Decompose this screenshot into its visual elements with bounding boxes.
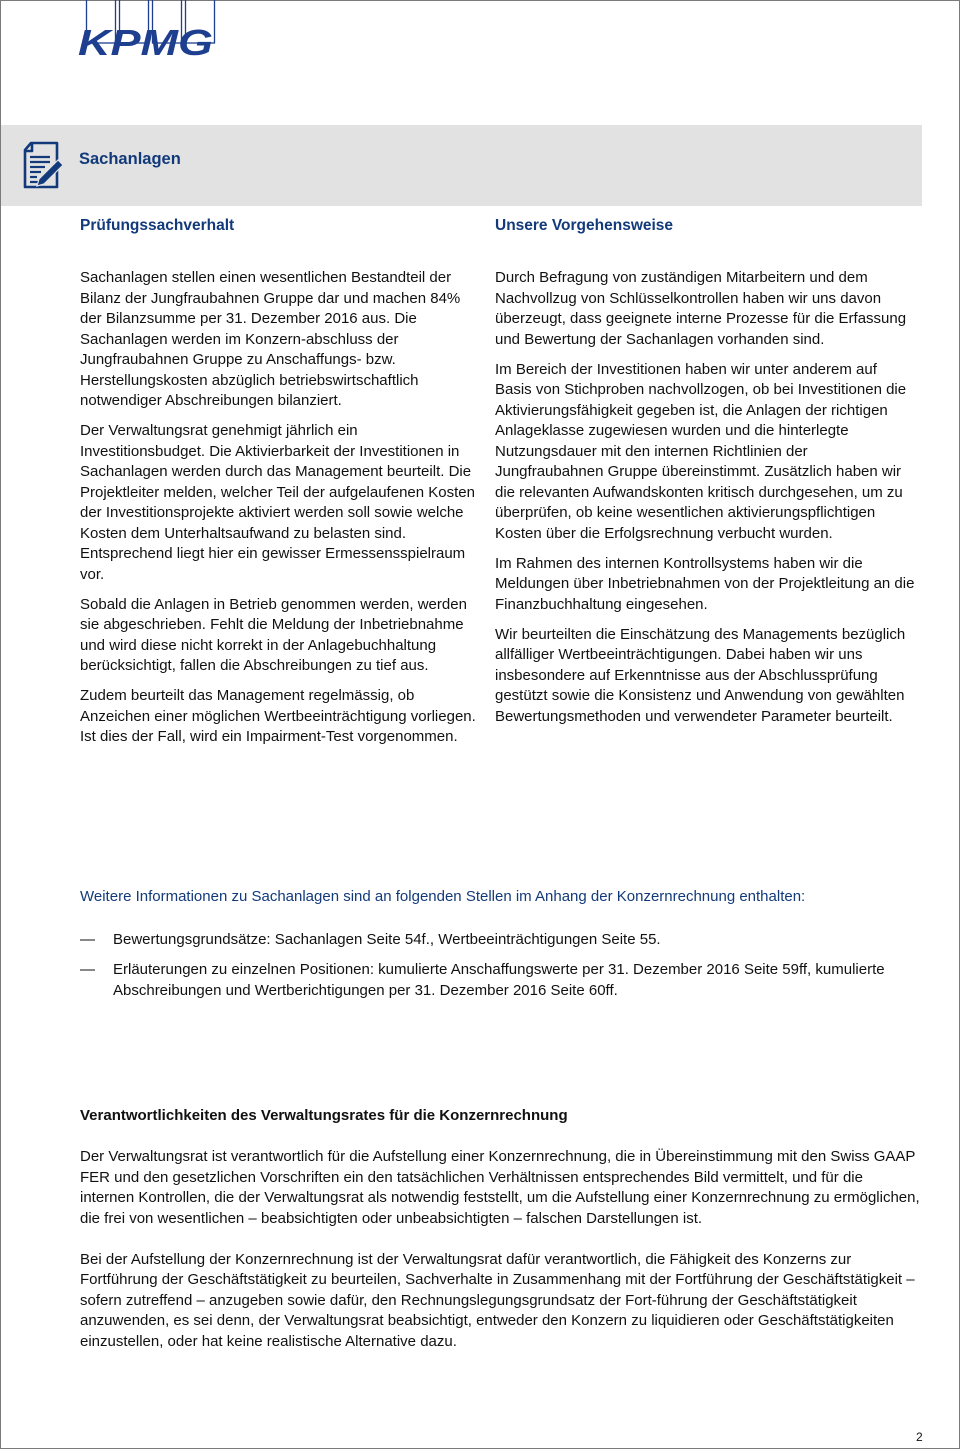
paragraph: Zudem beurteilt das Management regelmässig, ob Anzeichen einer möglichen Wertbeeinträchtigung vorliegen. Ist dies der Fall, wird ein Impairment-Test vorgenommen. <box>80 687 476 745</box>
page-number: 2 <box>916 1430 923 1444</box>
responsibilities-body <box>80 1147 920 1373</box>
document-edit-icon <box>23 141 65 189</box>
approach-column <box>495 268 915 737</box>
kpmg-logo <box>78 0 218 58</box>
right-column-heading: Unsere Vorgehensweise <box>495 217 674 234</box>
responsibilities-heading: Verantwortlichkeiten des Verwaltungsrates für die Konzernrechnung <box>80 1107 568 1124</box>
section-title: Sachanlagen <box>79 150 181 168</box>
paragraph: Durch Befragung von zuständigen Mitarbeitern und dem Nachvollzug von Schlüsselkontrollen haben wir uns davon überzeugt, dass geeignete interne Prozesse für die Erfassung und Bewertung der Sachanlagen vorhanden sind. <box>495 269 907 348</box>
paragraph: Der Verwaltungsrat ist verantwortlich für die Aufstellung einer Konzernrechnung, die in Übereinstimmung mit den Swiss GAAP FER und den gesetzlichen Vorschriften ein den tatsächlichen Verhältnissen entsprechendes Bild vermittelt, und für die internen Kontrollen, die der Verwaltungsrat als notwendig feststellt, um die Aufstellung einer Konzernrechnung zu ermöglichen, die frei von wesentlichen – beabsichtigten oder unbeabsichtigten – falschen Darstellungen ist. <box>80 1148 920 1227</box>
left-column-heading: Prüfungssachverhalt <box>80 217 235 234</box>
paragraph: Der Verwaltungsrat genehmigt jährlich ein Investitionsbudget. Die Aktivierbarkeit der Investitionen in Sachanlagen werden durch das Management beurteilt. Die Projektleiter melden, welcher Teil der aufgelaufenen Kosten der Investitionsprojekte aktiviert werden soll sowie welche Kosten dem Unterhaltsaufwand zu belasten sind. Entsprechend liegt hier ein gewisser Ermessensspielraum vor. <box>80 422 475 583</box>
svg-text:KPMG: KPMG <box>78 22 213 58</box>
paragraph: Im Rahmen des internen Kontrollsystems haben wir die Meldungen über Inbetriebnahmen von der Projektleitung an die Finanzbuchhaltung eingesehen. <box>495 554 915 613</box>
list-item <box>80 960 900 1001</box>
further-info-list <box>80 930 900 1011</box>
paragraph: Sachanlagen stellen einen wesentlichen Bestandteil der Bilanz der Jungfraubahnen Gruppe dar und machen 84% der Bilanzsumme per 31. Dezember 2016 aus. Die Sachanlagen werden im Konzern-abschluss der Jungfraubahnen Gruppe zu Anschaffungs- bzw. Herstellungskosten abzüglich betriebswirtschaftlich notwendiger Abschreibungen bilanziert. <box>80 269 461 409</box>
list-item-text: Bewertungsgrundsätze: Sachanlagen Seite 54f., Wertbeeinträchtigungen Seite 55. <box>113 931 661 948</box>
list-item <box>80 930 900 951</box>
paragraph: Sobald die Anlagen in Betrieb genommen werden, werden sie abgeschrieben. Fehlt die Meldung der Inbetriebnahme und wird diese nicht korrekt in der Anlagebuchhaltung berücksichtigt, fallen die Abschreibungen zu tief aus. <box>80 595 467 674</box>
list-item-text: Erläuterungen zu einzelnen Positionen: kumulierte Anschaffungswerte per 31. Dezember 2016 Seite 59ff, kumulierte Abschreibungen und Wertberichtigungen per 31. Dezember 2016 Seite 60ff. <box>113 961 885 999</box>
paragraph: Bei der Aufstellung der Konzernrechnung ist der Verwaltungsrat dafür verantwortlich, die Fähigkeit des Konzerns zur Fortführung der Geschäftstätigkeit zu beurteilen, Sachverhalte in Zusammenhang mit der Fortführung der Geschäftstätigkeit – sofern zutreffend – anzugeben sowie dafür, den Rechnungslegungsgrundsatz der Fort-führung der Geschäftstätigkeit anzuwenden, es sei denn, der Verwaltungsrat beabsichtigt, entweder den Konzern zu liquidieren oder Geschäftstätigkeiten einzustellen, oder hat keine realistische Alternative dazu. <box>80 1250 915 1350</box>
further-info-heading: Weitere Informationen zu Sachanlagen sind an folgenden Stellen im Anhang der Konzernrechnung enthalten: <box>80 888 806 905</box>
paragraph: Wir beurteilten die Einschätzung des Managements bezüglich allfälliger Wertbeeinträchtigungen. Dabei haben wir uns insbesondere auf Erkenntnisse aus der Abschlussprüfung gestützt sowie die Konsistenz und Anwendung von gewählten Bewertungsmethoden und verwendeter Parameter beurteilt. <box>495 625 906 725</box>
audit-matter-column <box>80 268 480 757</box>
dash-bullet-icon: — <box>80 961 95 978</box>
paragraph: Im Bereich der Investitionen haben wir unter anderem auf Basis von Stichproben nachvollzogen, ob bei Investitionen die Aktivierungsfähigkeit gegeben ist, die Anlagen der richtigen Anlageklasse zugewiesen wurden und die hinterlegte Nutzungsdauer mit den internen Richtlinien der Jungfraubahnen Gruppe übereinstimmt. Zusätzlich haben wir die relevanten Aufwandskonten kritisch durchgesehen, um zu überprüfen, ob keine wesentlichen aktivierungspflichtigen Kosten über die Erfolgsrechnung verbucht wurden. <box>495 360 907 542</box>
dash-bullet-icon: — <box>80 931 95 948</box>
